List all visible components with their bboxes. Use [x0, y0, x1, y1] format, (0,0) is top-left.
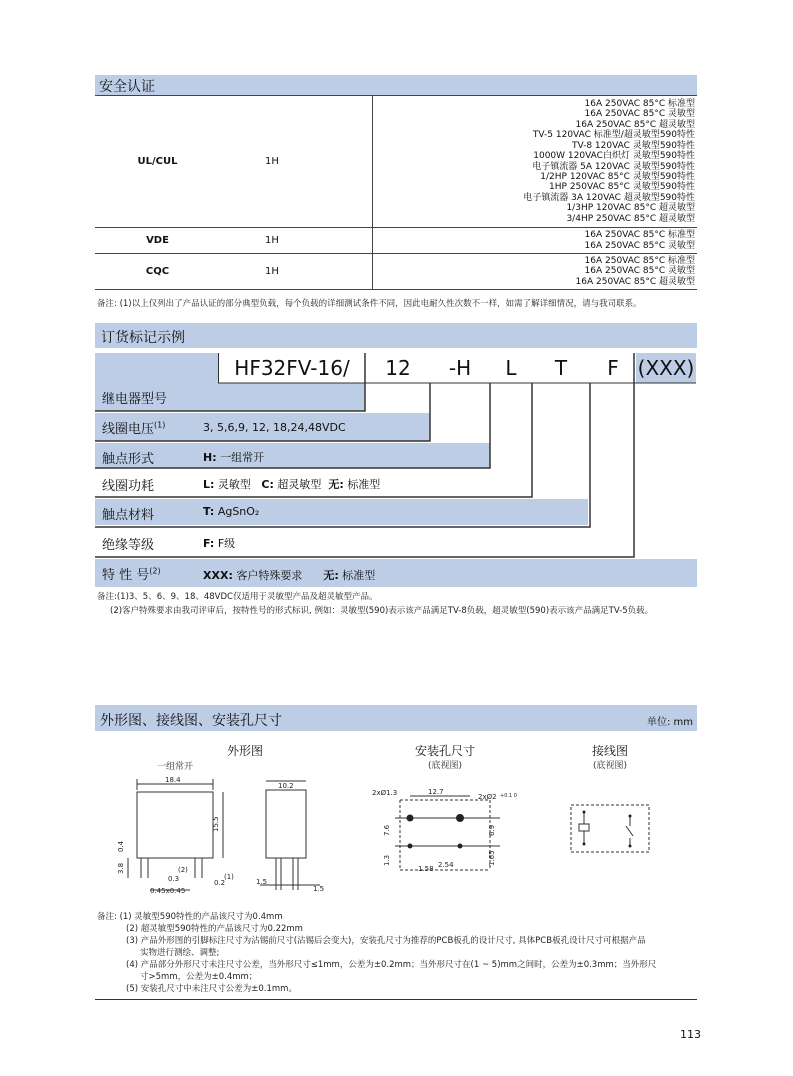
outline-note-5: (5) 安装孔尺寸中未注尺寸公差为±0.1mm。 — [126, 984, 297, 994]
code-material: T — [554, 356, 568, 380]
cert-form: 1H — [220, 228, 373, 254]
dim-width: 18.4 — [165, 776, 181, 784]
order-section-title: 订货标记示例 — [101, 330, 185, 346]
code-insulation: F — [607, 356, 619, 380]
outline-note-1: 备注: (1) 灵敏型590特性的产品该尺寸为0.4mm — [97, 912, 283, 922]
dim-15a: 1.5 — [256, 878, 268, 886]
dim-76: 7.6 — [383, 824, 391, 836]
cert-note: 备注: (1)以上仅列出了产品认证的部分典型负载，每个负载的详细测试条件不同，因此电耐久性次数不一样，如需了解详细情况，请与我司联系。 — [97, 299, 642, 309]
cert-agency: UL/CUL — [95, 96, 220, 228]
outline-drawing-sub: 一组常开 — [156, 762, 193, 772]
bottom-divider — [95, 999, 697, 1000]
cert-form: 1H — [220, 96, 373, 228]
code-contact: -H — [448, 356, 472, 380]
dim-span: 12.7 — [428, 788, 444, 796]
order-row-insulation: 绝缘等级 F: F级 — [95, 529, 634, 555]
dim-hole2: 2xØ2 — [478, 793, 497, 801]
cert-loads: 16A 250VAC 85°C 标准型 16A 250VAC 85°C 灵敏型 — [373, 228, 698, 254]
order-note-1: 备注:(1)3、5、6、9、18、48VDC仅适用于灵敏型产品及超灵敏型产品。 — [97, 592, 378, 602]
dim-15b: 1.5 — [313, 885, 325, 893]
dim-03: 0.3 — [168, 875, 180, 883]
order-row-special: 特 性 号$^{(2)}$ XXX: 客户特殊要求 无: 标准型 — [95, 559, 697, 587]
dim-pitch: 0.45x0.45 — [150, 887, 186, 895]
page-number: 113 — [680, 1028, 701, 1041]
dim-254: 2.54 — [438, 861, 454, 869]
order-note-2: (2)客户特殊要求由我司评审后，按特性号的形式标识, 例如：灵敏型(590)表示该产品满足TV-8负载，超灵敏型(590)表示该产品满足TV-5负载。 — [110, 606, 654, 616]
order-row-power: 线圈功耗 L: 灵敏型 C: 超灵敏型 无: 标准型 — [95, 470, 532, 497]
hole-drawing-sub: (底视图) — [427, 761, 463, 771]
dim-165: 1.65 — [488, 850, 496, 866]
dim-02: 0.2 — [214, 879, 226, 887]
order-row-contact: 触点形式 H: 一组常开 — [95, 443, 490, 468]
dim-height: 15.5 — [212, 816, 220, 832]
dim-note-1: (1) — [224, 873, 234, 881]
code-model: HF32FV-16/ — [218, 353, 365, 383]
outline-note-3b: 实物进行测绘、调整; — [140, 948, 220, 958]
cert-loads: 16A 250VAC 85°C 标准型 16A 250VAC 85°C 灵敏型 16A 250VAC 85°C 超灵敏型 TV-5 120VAC 标准型/超灵敏型590特性 TV-8 120VAC 灵敏型590特性 1000W 120VAC白炽灯 灵敏型590特性 电子镇流器 5A 120VAC 灵敏型590特性 1/2HP 120VAC 85°C 灵敏型590特性 1HP 250VAC 85°C 灵敏型590特性 电子镇流器 3A 120VAC 超灵敏型590特性 1/3HP 120VAC 85°C 超灵敏型 3/4HP 250VAC 85°C 超灵敏型 — [373, 96, 698, 228]
dim-13: 1.3 — [383, 854, 391, 866]
unit-label: 单位: mm — [646, 717, 693, 728]
cert-section-title: 安全认证 — [99, 79, 155, 95]
cert-form: 1H — [220, 254, 373, 290]
outline-note-4b: 寸>5mm，公差为±0.4mm； — [140, 972, 258, 982]
code-voltage: 12 — [385, 356, 411, 380]
dim-04: 0.4 — [117, 840, 125, 852]
order-row-model: 继电器型号 — [95, 383, 365, 411]
outline-note-4: (4) 产品部分外形尺寸未注尺寸公差，当外形尺寸≤1mm，公差为±0.2mm；当外形尺寸在(1 ~ 5)mm之间时，公差为±0.3mm；当外形尺 — [126, 960, 657, 970]
dim-158: 1.58 — [418, 865, 434, 873]
order-row-voltage: 线圈电压$^{(1)}$ 3, 5,6,9, 12, 18,24,48VDC — [95, 413, 430, 441]
outline-drawing-title: 外形图 — [226, 744, 263, 758]
dim-hole1: 2xØ1.3 — [372, 789, 398, 797]
cert-agency: CQC — [95, 254, 220, 290]
dim-hole-tol: +0.1 0 — [500, 793, 517, 799]
cert-loads: 16A 250VAC 85°C 标准型 16A 250VAC 85°C 灵敏型 16A 250VAC 85°C 超灵敏型 — [373, 254, 698, 290]
dim-depth: 10.2 — [278, 782, 294, 790]
outline-note-2: (2) 超灵敏型590特性的产品该尺寸为0.22mm — [126, 924, 303, 934]
hole-drawing-title: 安装孔尺寸 — [414, 744, 475, 758]
wiring-drawing-title: 接线图 — [591, 744, 628, 758]
wiring-drawing-sub: (底视图) — [592, 761, 628, 771]
order-row-material: 触点材料 T: AgSnO₂ — [95, 499, 588, 525]
dim-note-2: (2) — [178, 866, 188, 874]
code-power: L — [505, 356, 517, 380]
code-special: (XXX) — [636, 353, 696, 383]
dim-38: 3.8 — [117, 862, 125, 874]
cert-agency: VDE — [95, 228, 220, 254]
outline-note-3: (3) 产品外形图的引脚标注尺寸为沾锡前尺寸(沾锡后会变大)，安装孔尺寸为推荐的PCB板孔的设计尺寸, 具体PCB板孔设计尺寸可根据产品 — [126, 936, 646, 946]
outline-section-title: 外形图、接线图、安装孔尺寸 — [100, 713, 282, 729]
dim-69: 6.9 — [488, 824, 496, 836]
